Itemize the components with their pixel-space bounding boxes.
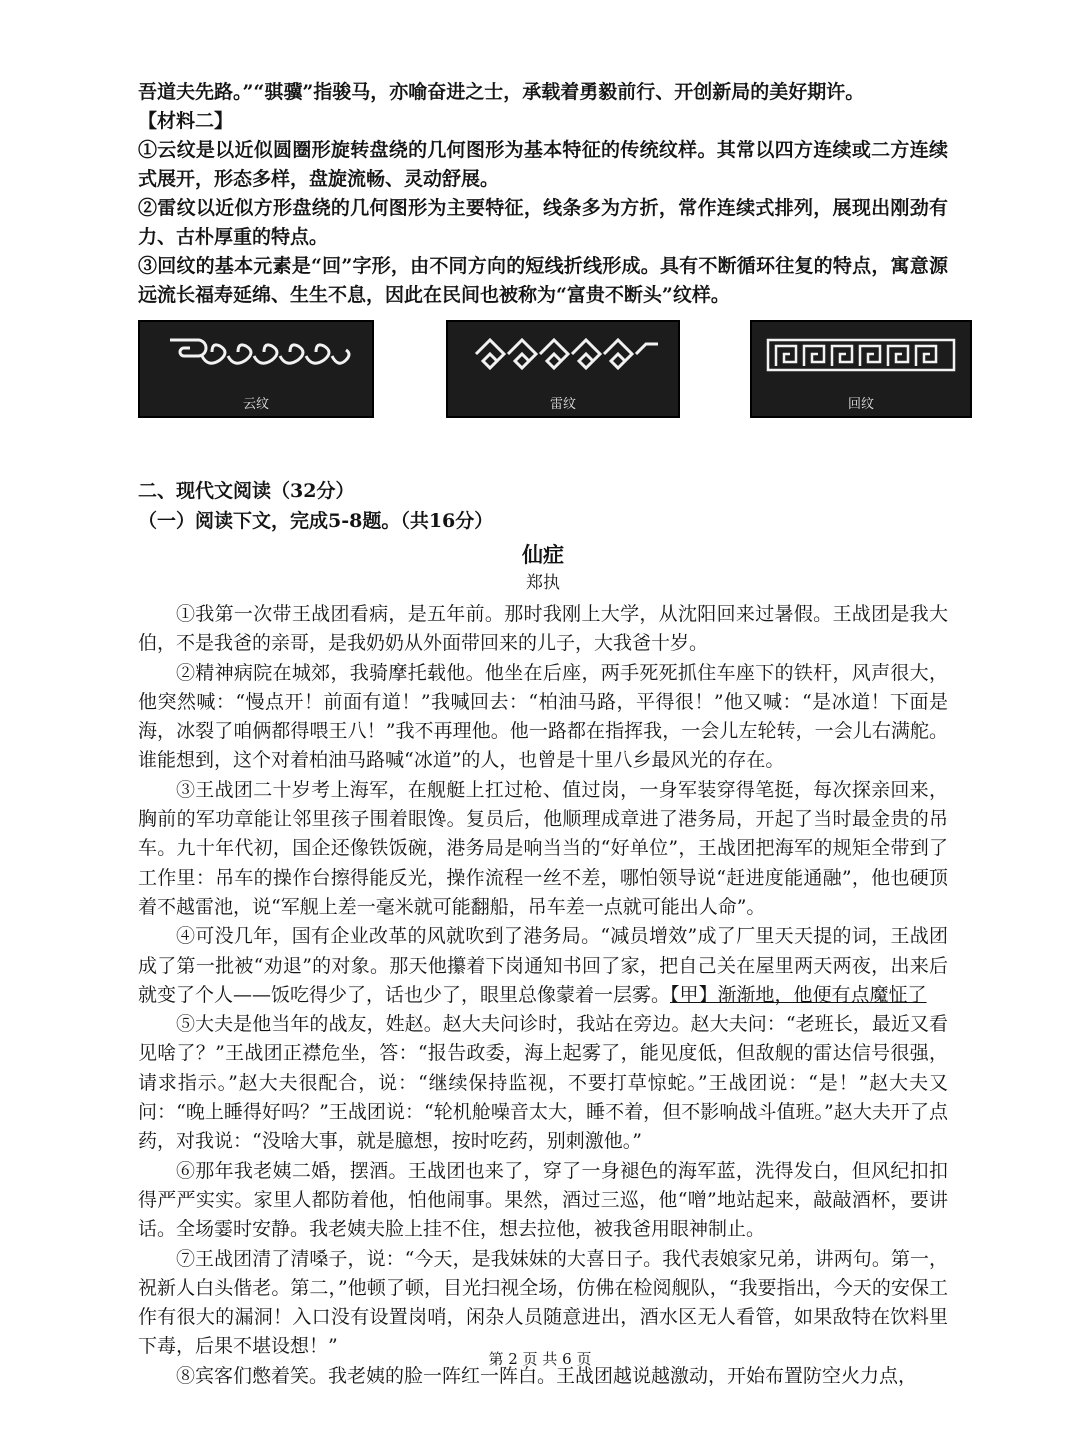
section-heading: 二、现代文阅读（32分） (138, 480, 355, 502)
paragraph-2: ②精神病院在城郊，我骑摩托载他。他坐在后座，两手死死抓住车座下的铁杆，风声很大，他突然喊：“慢点开！前面有道！”我喊回去：“柏油马路，平得很！”他又喊：“是冰道！下面是海，冰裂了咱俩都得喂王八！”我不再理他。他一路都在指挥我，一会儿左轮转，一会儿右满舵。谁能想到，这个对着柏油马路喊“冰道”的人，也曾是十里八乡最风光的存在。 (138, 661, 948, 772)
page-footer: 第 2 页 共 6 页 (488, 1350, 592, 1368)
cloud-pattern-caption: 云纹 (242, 397, 269, 412)
thunder-pattern-icon (448, 322, 678, 384)
paragraph-1: ①我第一次带王战团看病，是五年前。那时我刚上大学，从沈阳回来过暑假。王战团是我大伯，不是我爸的亲哥，是我奶奶从外面带回来的儿子，大我爸十岁。 (138, 603, 948, 655)
subsection-heading: （一）阅读下文，完成5-8题。（共16分） (138, 510, 494, 532)
material2-item-3: ③回纹的基本元素是“回”字形，由不同方向的短线折线形成。具有不断循环往复的特点，寓意源远流长福寿延绵、生生不息，因此在民间也被称为“富贵不断头”纹样。 (138, 255, 948, 306)
meander-pattern-icon (752, 322, 970, 384)
material2-item-1: ①云纹是以近似圆圈形旋转盘绕的几何图形为基本特征的传统纹样。其常以四方连续或二方连续式展开，形态多样，盘旋流畅、灵动舒展。 (138, 139, 948, 190)
marked-sentence-jia: 【甲】渐渐地，他便有点魔怔了 (670, 983, 927, 1006)
story-author: 郑执 (526, 573, 560, 593)
pattern-figures (138, 320, 948, 450)
paragraph-6: ⑥那年我老姨二婚，摆酒。王战团也来了，穿了一身褪色的海军蓝，洗得发白，但风纪扣扣得严严实实。家里人都防着他，怕他闹事。果然，酒过三巡，他“噌”地站起来，敲敲酒杯，要讲话。全场霎时安静。我老姨夫脸上挂不住，想去拉他，被我爸用眼神制止。 (138, 1159, 948, 1241)
story-title: 仙症 (522, 542, 564, 567)
cloud-pattern-icon (140, 322, 372, 384)
paragraph-4-text: ④可没几年，国有企业改革的风就吹到了港务局。“减员增效”成了厂里天天提的词，王战团成了第一批被“劝退”的对象。那天他攥着下岗通知书回了家，把自己关在屋里两天两夜，出来后就变了个人——饭吃得少了，话也少了，眼里总像蒙着一层雾。 (138, 925, 948, 1006)
material2-heading: 【材料二】 (138, 110, 234, 132)
material2-item-2: ②雷纹以近似方形盘绕的几何图形为主要特征，线条多为方折，常作连续式排列，展现出刚劲有力、古朴厚重的特点。 (138, 197, 948, 248)
thunder-pattern-caption: 雷纹 (549, 397, 576, 412)
meander-pattern-image (750, 320, 972, 418)
story-body (138, 600, 948, 1391)
paragraph-4 (138, 922, 948, 1010)
thunder-pattern-image (446, 320, 680, 418)
top-line: 吾道夫先路。”“骐骥”指骏马，亦喻奋进之士，承载着勇毅前行、开创新局的美好期许。 (138, 81, 865, 103)
paragraph-8: ⑧宾客们憋着笑。我老姨的脸一阵红一阵白。王战团越说越激动，开始布置防空火力点， (176, 1364, 918, 1387)
paragraph-7: ⑦王战团清了清嗓子，说：“今天，是我妹妹的大喜日子。我代表娘家兄弟，讲两句。第一，祝新人白头偕老。第二，”他顿了顿，目光扫视全场，仿佛在检阅舰队，“我要指出，今天的安保工作有很大的漏洞！入口没有设置岗哨，闲杂人员随意进出，酒水区无人看管，如果敌特在饮料里下毒，后果不堪设想！” (138, 1247, 948, 1358)
meander-pattern-caption: 回纹 (847, 397, 874, 412)
paragraph-3: ③王战团二十岁考上海军，在舰艇上扛过枪、值过岗，一身军装穿得笔挺，每次探亲回来，胸前的军功章能让邻里孩子围着眼馋。复员后，他顺理成章进了港务局，开起了当时最金贵的吊车。九十年代初，国企还像铁饭碗，港务局是响当当的“好单位”，王战团把海军的规矩全带到了工作里：吊车的操作台擦得能反光，操作流程一丝不差，哪怕领导说“赶进度能通融”，他也硬顶着不越雷池，说“军舰上差一毫米就可能翻船，吊车差一点就可能出人命”。 (138, 778, 948, 918)
paragraph-5: ⑤大夫是他当年的战友，姓赵。赵大夫问诊时，我站在旁边。赵大夫问：“老班长，最近又看见啥了？”王战团正襟危坐，答：“报告政委，海上起雾了，能见度低，但敌舰的雷达信号很强，请求指示。”赵大夫很配合，说：“继续保持监视，不要打草惊蛇。”王战团说：“是！”赵大夫又问：“晚上睡得好吗？”王战团说：“轮机舱噪音太大，睡不着，但不影响战斗值班。”赵大夫开了点药，对我说：“没啥大事，就是臆想，按时吃药，别刺激他。” (138, 1013, 948, 1153)
cloud-pattern-image (138, 320, 374, 418)
